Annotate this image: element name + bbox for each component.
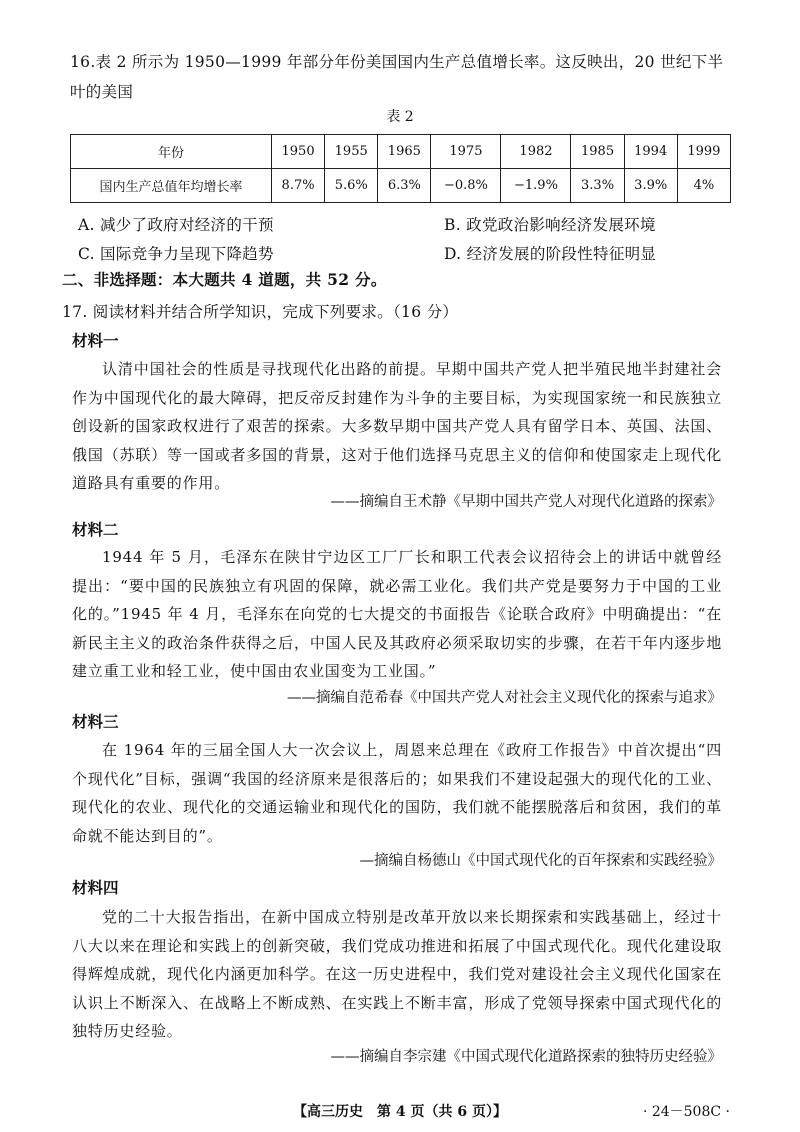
- question-16-stem: 16.表 2 所示为 1950—1999 年部分年份美国国内生产总值增长率。这反映出，20 世纪下半叶的美国: [70, 53, 724, 101]
- table-cell-rate: 6.3%: [378, 169, 431, 203]
- footer-page-info: 【高三历史 第 4 页（共 6 页）】: [293, 1104, 507, 1120]
- table-cell-rate: 8.7%: [272, 169, 325, 203]
- question-17-stem: 17. 阅读材料并结合所学知识，完成下列要求。（16 分）: [62, 303, 459, 321]
- material-4-text: 党的二十大报告指出，在新中国成立特别是改革开放以来长期探索和实践基础上，经过十八大以来在理论和实践上的创新突破，我们党成功推进和拓展了中国式现代化。现代化建设取得辉煌成就，现代化内涵更加科学。在这一历史进程中，我们党对建设社会主义现代化国家在认识上不断深入、在战略上不断成熟、在实践上不断丰富，形成了党领导探索中国式现代化的独特历史经验。: [72, 908, 722, 1040]
- table-cell-year: 1994: [624, 135, 677, 169]
- table-header-rate-label: 国内生产总值年均增长率: [71, 169, 272, 203]
- table-cell-year: 1985: [571, 135, 624, 169]
- material-2-text: 1944 年 5 月，毛泽东在陕甘宁边区工厂厂长和职工代表会议招待会上的讲话中就曾经提出：“要中国的民族独立有巩固的保障，就必需工业化。我们共产党是要努力于中国的工业化的。”1945 年 4 月，毛泽东在向党的七大提交的书面报告《论联合政府》中明确提出：“在新民主主义的政治条件获得之后，中国人民及其政府必须采取切实的步骤，在若干年内逐步地建立重工业和轻工业，使中国由农业国变为工业国。”: [72, 548, 722, 680]
- material-2-label: 材料二: [72, 520, 119, 539]
- footer-exam-code: · 24－508C ·: [642, 1104, 730, 1120]
- table-cell-rate: 3.9%: [624, 169, 677, 203]
- table-cell-year: 1975: [431, 135, 501, 169]
- table-cell-rate: 3.3%: [571, 169, 624, 203]
- material-1-source: ——摘编自王术静《早期中国共产党人对现代化道路的探索》: [330, 494, 722, 510]
- table-cell-year: 1982: [501, 135, 571, 169]
- table-cell-year: 1950: [272, 135, 325, 169]
- material-3-source: —摘编自杨德山《中国式现代化的百年探索和实践经验》: [359, 853, 722, 869]
- option-a: A. 减少了政府对经济的干预: [78, 216, 274, 234]
- material-4-label: 材料四: [72, 878, 119, 897]
- table-cell-rate: 4%: [677, 169, 730, 203]
- table-cell-year: 1965: [378, 135, 431, 169]
- gdp-growth-table: [70, 134, 731, 203]
- table-cell-rate: −1.9%: [501, 169, 571, 203]
- table-cell-year: 1955: [325, 135, 378, 169]
- material-2-source: ——摘编自范希春《中国共产党人对社会主义现代化的探索与追求》: [287, 690, 722, 706]
- section-2-heading: 二、非选择题：本大题共 4 道题，共 52 分。: [62, 270, 387, 289]
- table-cell-year: 1999: [677, 135, 730, 169]
- table-row-years: [71, 135, 731, 169]
- material-3-text: 在 1964 年的三届全国人大一次会议上，周恩来总理在《政府工作报告》中首次提出“四个现代化”目标，强调“我国的经济原来是很落后的；如果我们不建设起强大的现代化的工业、现代化的农业、现代化的交通运输业和现代化的国防，我们就不能摆脱落后和贫困，我们的革命就不能达到目的”。: [72, 741, 722, 845]
- material-1-text: 认清中国社会的性质是寻找现代化出路的前提。早期中国共产党人把半殖民地半封建社会作为中国现代化的最大障碍，把反帝反封建作为斗争的主要目标，为实现国家统一和民族独立创设新的国家政权进行了艰苦的探索。大多数早期中国共产党人具有留学日本、英国、法国、俄国（苏联）等一国或者多国的背景，这对于他们选择马克思主义的信仰和使国家走上现代化道路具有重要的作用。: [72, 360, 722, 492]
- table-header-year-label: 年份: [71, 135, 272, 169]
- table-cell-rate: −0.8%: [431, 169, 501, 203]
- option-c: C. 国际竞争力呈现下降趋势: [78, 245, 274, 263]
- option-d: D. 经济发展的阶段性特征明显: [444, 245, 657, 263]
- material-4-source: ——摘编自李宗建《中国式现代化道路探索的独特历史经验》: [330, 1049, 722, 1065]
- option-b: B. 政党政治影响经济发展环境: [444, 216, 656, 234]
- table-cell-rate: 5.6%: [325, 169, 378, 203]
- table-row-rates: [71, 169, 731, 203]
- material-1-label: 材料一: [72, 331, 119, 350]
- material-3-label: 材料三: [72, 712, 119, 731]
- table-2-title: 表 2: [386, 109, 414, 125]
